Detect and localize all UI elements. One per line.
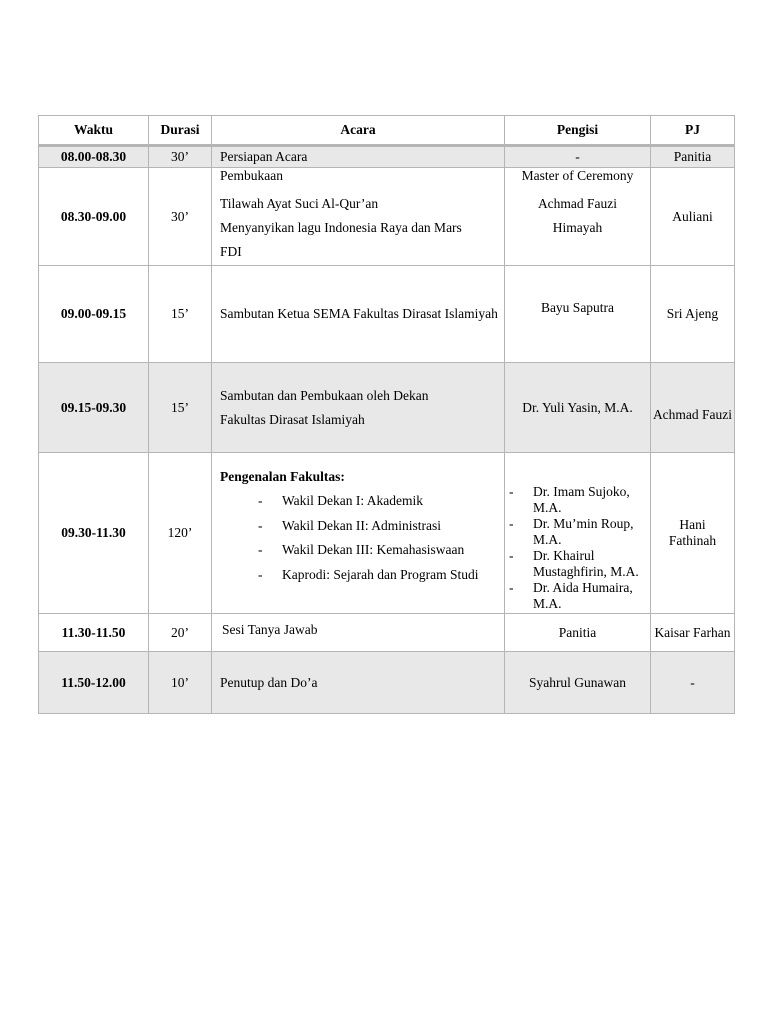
acara-title: Pengenalan Fakultas: (220, 469, 345, 484)
header-pengisi: Pengisi (505, 116, 651, 146)
pengisi-line: Achmad Fauzi (537, 196, 618, 211)
cell-waktu: 11.50-12.00 (39, 652, 149, 714)
cell-pengisi: Bayu Saputra (505, 266, 651, 363)
cell-pengisi: - (505, 146, 651, 168)
list-item: - Kaprodi: Sejarah dan Program Studi (258, 563, 498, 588)
cell-waktu: 08.00-08.30 (39, 146, 149, 168)
cell-pj: Panitia (651, 146, 735, 168)
cell-waktu: 09.30-11.30 (39, 453, 149, 614)
cell-durasi: 30’ (149, 168, 212, 266)
pengisi-line: Himayah (552, 220, 603, 235)
pengisi-line: Master of Ceremony (521, 168, 634, 183)
acara-list (220, 489, 498, 587)
cell-pj: Achmad Fauzi (651, 363, 735, 453)
list-item: - Dr. Aida Humaira, M.A. (509, 580, 646, 612)
table-row (39, 652, 735, 714)
acara-line: Pembukaan (220, 168, 283, 183)
table-row (39, 266, 735, 363)
list-item: - Wakil Dekan III: Kemahasiswaan (258, 538, 498, 563)
cell-waktu: 11.30-11.50 (39, 614, 149, 652)
pengisi-list (505, 484, 650, 612)
cell-waktu: 08.30-09.00 (39, 168, 149, 266)
table-row (39, 614, 735, 652)
cell-acara: Persiapan Acara (212, 146, 505, 168)
cell-pengisi (505, 168, 651, 266)
cell-pengisi: Syahrul Gunawan (505, 652, 651, 714)
cell-pengisi: Panitia (505, 614, 651, 652)
cell-pj: - (651, 652, 735, 714)
list-item: - Dr. Khairul Mustaghfirin, M.A. (509, 548, 646, 580)
cell-waktu: 09.00-09.15 (39, 266, 149, 363)
cell-acara (212, 453, 505, 614)
cell-durasi: 10’ (149, 652, 212, 714)
table-row (39, 146, 735, 168)
acara-line: FDI (220, 244, 242, 259)
cell-acara: Penutup dan Do’a (212, 652, 505, 714)
cell-acara (212, 363, 505, 453)
cell-durasi: 120’ (149, 453, 212, 614)
table-row (39, 168, 735, 266)
cell-pengisi (505, 453, 651, 614)
acara-line: Sambutan dan Pembukaan oleh Dekan (220, 387, 429, 403)
list-item: - Wakil Dekan II: Administrasi (258, 514, 498, 539)
cell-durasi: 20’ (149, 614, 212, 652)
header-durasi: Durasi (149, 116, 212, 146)
cell-pj: Auliani (651, 168, 735, 266)
header-acara: Acara (212, 116, 505, 146)
cell-pj: Sri Ajeng (651, 266, 735, 363)
list-item: - Dr. Imam Sujoko, M.A. (509, 484, 646, 516)
table-row (39, 453, 735, 614)
list-item: - Wakil Dekan I: Akademik (258, 489, 498, 514)
cell-waktu: 09.15-09.30 (39, 363, 149, 453)
acara-line: Fakultas Dirasat Islamiyah (220, 411, 365, 427)
cell-acara (212, 168, 505, 266)
cell-acara: Sambutan Ketua SEMA Fakultas Dirasat Islamiyah (212, 266, 505, 363)
cell-pengisi: Dr. Yuli Yasin, M.A. (505, 363, 651, 453)
schedule-table (38, 115, 735, 714)
header-waktu: Waktu (39, 116, 149, 146)
cell-durasi: 15’ (149, 363, 212, 453)
table-row (39, 363, 735, 453)
acara-line: Menyanyikan lagu Indonesia Raya dan Mars (220, 220, 462, 235)
cell-durasi: 30’ (149, 146, 212, 168)
cell-pj: Hani Fathinah (651, 453, 735, 614)
header-pj: PJ (651, 116, 735, 146)
acara-line: Tilawah Ayat Suci Al-Qur’an (220, 196, 379, 211)
cell-acara: Sesi Tanya Jawab (212, 614, 505, 652)
header-row (39, 116, 735, 146)
cell-pj: Kaisar Farhan (651, 614, 735, 652)
cell-durasi: 15’ (149, 266, 212, 363)
list-item: - Dr. Mu’min Roup, M.A. (509, 516, 646, 548)
